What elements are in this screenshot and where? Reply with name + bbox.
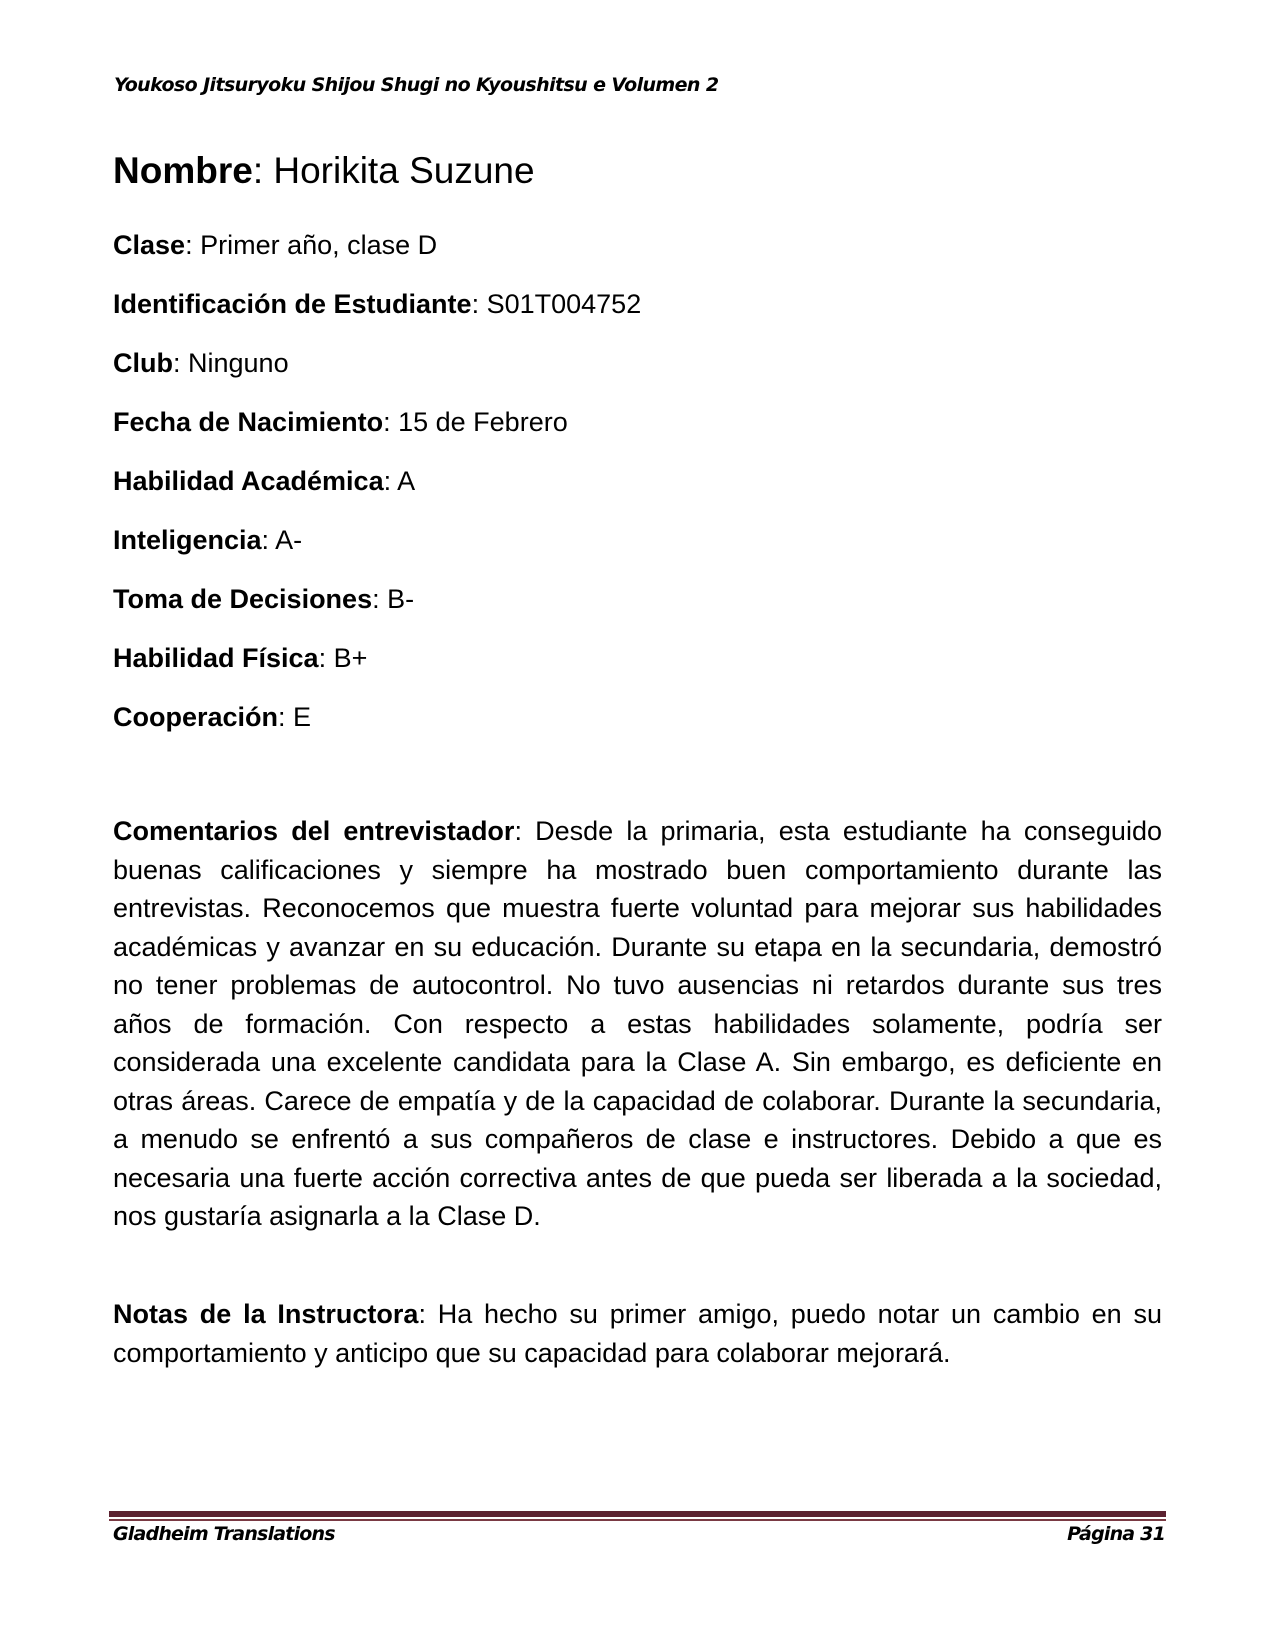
field-label: Clase <box>113 230 186 260</box>
footer-rule <box>109 1511 1166 1517</box>
instructor-notes-label: Notas de la Instructora <box>113 1299 419 1329</box>
field-cooperation: Cooperación: E <box>113 702 312 732</box>
field-physical-ability: Habilidad Física: B+ <box>113 643 368 673</box>
running-header: Youkoso Jitsuryoku Shijou Shugi no Kyoushitsu e Volumen 2 <box>114 74 719 96</box>
field-intelligence: Inteligencia: A- <box>113 525 303 555</box>
field-academic-ability: Habilidad Académica: A <box>113 466 416 496</box>
instructor-notes-text: Ha hecho su primer amigo, puedo notar un cambio en su comportamiento y anticipo que su capacidad para colaborar mejorará. <box>113 1299 1162 1368</box>
field-label: Habilidad Académica <box>113 466 384 496</box>
field-label: Identificación de Estudiante <box>113 289 472 319</box>
footer-translator: Gladheim Translations <box>113 1523 335 1545</box>
field-value: A <box>397 466 416 496</box>
field-value: S01T004752 <box>486 289 642 319</box>
name-colon: : <box>252 150 274 191</box>
field-value: B- <box>387 584 415 614</box>
field-label: Toma de Decisiones <box>113 584 373 614</box>
instructor-notes: Notas de la Instructora: Ha hecho su primer amigo, puedo notar un cambio en su comportamiento y anticipo que su capacidad para colaborar mejorará. <box>113 1299 1162 1368</box>
footer-rule-thin <box>109 1519 1166 1521</box>
field-label: Cooperación <box>113 702 279 732</box>
page-number: Página 31 <box>1067 1523 1165 1545</box>
field-birthdate: Fecha de Nacimiento: 15 de Febrero <box>113 407 568 437</box>
field-value: 15 de Febrero <box>398 407 568 437</box>
interviewer-comments-label: Comentarios del entrevistador <box>113 816 515 846</box>
field-club: Club: Ninguno <box>113 348 289 378</box>
field-value: B+ <box>333 643 368 673</box>
field-value: E <box>293 702 312 732</box>
field-label: Club <box>113 348 173 378</box>
field-value: A- <box>275 525 303 555</box>
field-clase: Clase: Primer año, clase D <box>113 230 438 260</box>
field-label: Fecha de Nacimiento <box>113 407 384 437</box>
field-value: Primer año, clase D <box>200 230 438 260</box>
interviewer-comments-text: Desde la primaria, esta estudiante ha conseguido buenas calificaciones y siempre ha mostrado buen comportamiento durante las entrevistas. Reconocemos que muestra fuerte voluntad para mejorar sus habilidades académicas y avanzar en su educación. Durante su etapa en la secundaria, demostró no tener problemas de autocontrol. No tuvo ausencias ni retardos durante sus tres años de formación. Con respecto a estas habilidades solamente, podría ser considerada una excelente candidata para la Clase A. Sin embargo, es deficiente en otras áreas. Carece de empatía y de la capacidad de colaborar. Durante la secundaria, a menudo se enfrentó a sus compañeros de clase e instructores. Debido a que es necesaria una fuerte acción correctiva antes de que pueda ser liberada a la sociedad, nos gustaría asignarla a la Clase D. <box>113 816 1162 1231</box>
field-student-id: Identificación de Estudiante: S01T004752 <box>113 289 642 319</box>
field-label: Inteligencia <box>113 525 262 555</box>
name-label: Nombre <box>113 150 253 191</box>
student-name <box>113 149 535 193</box>
interviewer-comments: Comentarios del entrevistador: Desde la primaria, esta estudiante ha conseguido buenas calificaciones y siempre ha mostrado buen comportamiento durante las entrevistas. Reconocemos que muestra fuerte voluntad para mejorar sus habilidades académicas y avanzar en su educación. Durante su etapa en la secundaria, demostró no tener problemas de autocontrol. No tuvo ausencias ni retardos durante sus tres años de formación. Con respecto a estas habilidades solamente, podría ser considerada una excelente candidata para la Clase A. Sin embargo, es deficiente en otras áreas. Carece de empatía y de la capacidad de colaborar. Durante la secundaria, a menudo se enfrentó a sus compañeros de clase e instructores. Debido a que es necesaria una fuerte acción correctiva antes de que pueda ser liberada a la sociedad, nos gustaría asignarla a la Clase D. <box>113 816 1162 1231</box>
field-label: Habilidad Física <box>113 643 319 673</box>
name-value: Horikita Suzune <box>273 150 535 191</box>
field-value: Ninguno <box>188 348 289 378</box>
field-decision-making: Toma de Decisiones: B- <box>113 584 415 614</box>
